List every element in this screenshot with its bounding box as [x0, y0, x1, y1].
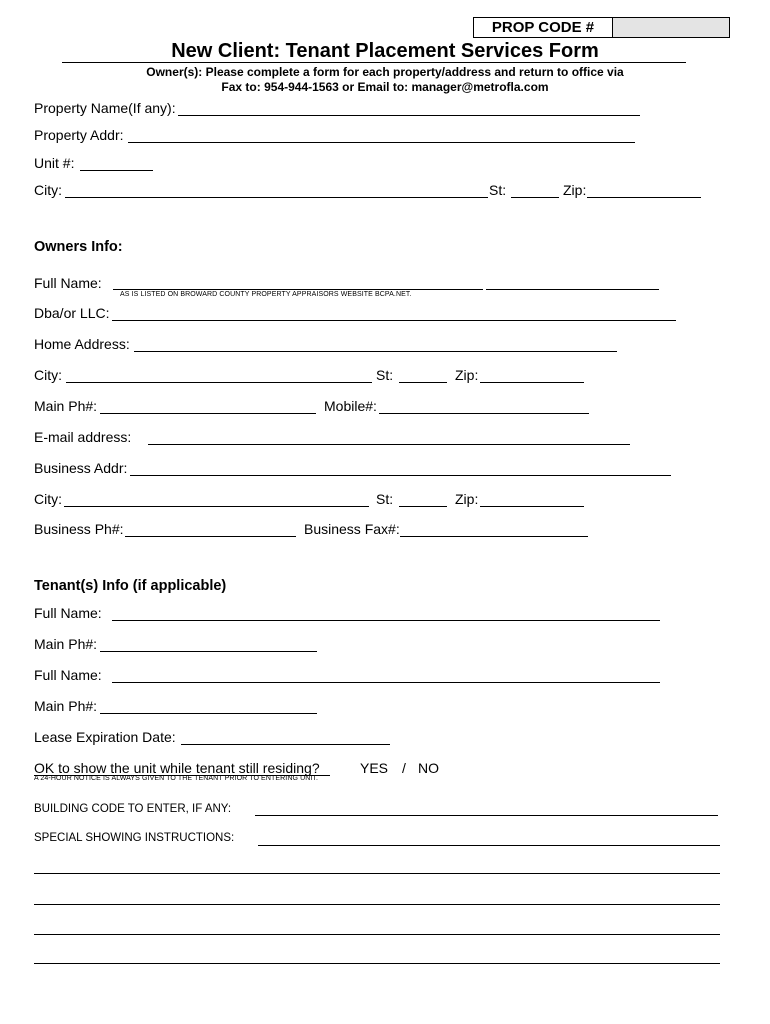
- business-st-field[interactable]: [399, 506, 447, 507]
- unit-field[interactable]: [80, 170, 153, 171]
- property-addr-field[interactable]: [128, 142, 635, 143]
- special-instructions-line-4[interactable]: [34, 934, 720, 935]
- special-instructions-label: SPECIAL SHOWING INSTRUCTIONS:: [34, 832, 235, 844]
- property-zip-label: Zip:: [563, 182, 587, 198]
- prop-code-field[interactable]: [613, 18, 729, 37]
- owner-main-ph-field[interactable]: [100, 413, 316, 414]
- tenant1-main-ph-field[interactable]: [100, 651, 317, 652]
- mobile-label: Mobile#:: [324, 398, 377, 414]
- email-field[interactable]: [148, 444, 630, 445]
- no-option[interactable]: NO: [418, 760, 439, 776]
- business-fax-field[interactable]: [400, 536, 588, 537]
- property-st-label: St:: [489, 182, 507, 198]
- mobile-field[interactable]: [379, 413, 589, 414]
- unit-label: Unit #:: [34, 155, 75, 171]
- title-rule: [62, 62, 686, 63]
- business-city-label: City:: [34, 491, 62, 507]
- business-addr-label: Business Addr:: [34, 460, 128, 476]
- home-address-field[interactable]: [134, 351, 617, 352]
- tenant2-main-ph-label: Main Ph#:: [34, 698, 98, 714]
- special-instructions-line-3[interactable]: [34, 904, 720, 905]
- owner-main-ph-label: Main Ph#:: [34, 398, 98, 414]
- business-ph-label: Business Ph#:: [34, 521, 124, 537]
- business-addr-field[interactable]: [130, 475, 671, 476]
- yes-option[interactable]: YES: [360, 760, 389, 776]
- owner-full-name-field-2[interactable]: [486, 289, 659, 290]
- tenant1-main-ph-label: Main Ph#:: [34, 636, 98, 652]
- special-instructions-line-5[interactable]: [34, 963, 720, 964]
- business-zip-label: Zip:: [455, 491, 479, 507]
- tenant2-full-name-label: Full Name:: [34, 667, 102, 683]
- business-st-label: St:: [376, 491, 394, 507]
- property-name-field[interactable]: [178, 115, 640, 116]
- property-st-field[interactable]: [511, 197, 559, 198]
- owner-st-field[interactable]: [399, 382, 447, 383]
- property-city-label: City:: [34, 182, 62, 198]
- prop-code-label: PROP CODE #: [474, 18, 613, 37]
- email-label: E-mail address:: [34, 429, 132, 445]
- owner-full-name-note: AS IS LISTED ON BROWARD COUNTY PROPERTY APPRAISORS WEBSITE BCPA.NET.: [120, 291, 412, 298]
- special-instructions-line-2[interactable]: [34, 873, 720, 874]
- home-address-label: Home Address:: [34, 336, 130, 352]
- lease-expiration-label: Lease Expiration Date:: [34, 729, 176, 745]
- owner-st-label: St:: [376, 367, 394, 383]
- business-fax-label: Business Fax#:: [304, 521, 400, 537]
- ok-show-label: OK to show the unit while tenant still residing?: [34, 760, 320, 776]
- building-code-label: BUILDING CODE TO ENTER, IF ANY:: [34, 803, 232, 815]
- special-instructions-field[interactable]: [258, 845, 720, 846]
- yes-no-separator: /: [402, 760, 406, 776]
- tenant1-full-name-field[interactable]: [112, 620, 660, 621]
- dba-field[interactable]: [112, 320, 676, 321]
- dba-label: Dba/or LLC:: [34, 305, 110, 321]
- tenants-heading: Tenant(s) Info (if applicable): [34, 578, 227, 594]
- business-ph-field[interactable]: [125, 536, 296, 537]
- owner-city-label: City:: [34, 367, 62, 383]
- business-zip-field[interactable]: [480, 506, 584, 507]
- instruction-line-1: Owner(s): Please complete a form for each property/address and return to office via: [146, 65, 624, 79]
- owners-heading: Owners Info:: [34, 239, 123, 255]
- property-zip-field[interactable]: [587, 197, 701, 198]
- owner-full-name-field[interactable]: [113, 289, 483, 290]
- notice-note: A 24-HOUR NOTICE IS ALWAYS GIVEN TO THE TENANT PRIOR TO ENTERING UNIT.: [34, 775, 319, 782]
- property-name-label: Property Name(If any):: [34, 100, 176, 116]
- tenant2-full-name-field[interactable]: [112, 682, 660, 683]
- prop-code-box: [473, 17, 730, 38]
- property-city-field[interactable]: [65, 197, 488, 198]
- building-code-field[interactable]: [255, 815, 718, 816]
- owner-full-name-label: Full Name:: [34, 275, 102, 291]
- instruction-line-2: Fax to: 954-944-1563 or Email to: manager@metrofla.com: [221, 80, 549, 94]
- owner-zip-label: Zip:: [455, 367, 479, 383]
- tenant2-main-ph-field[interactable]: [100, 713, 317, 714]
- owner-city-field[interactable]: [66, 382, 372, 383]
- form-title: New Client: Tenant Placement Services Form: [171, 40, 599, 62]
- lease-expiration-field[interactable]: [181, 744, 390, 745]
- tenant1-full-name-label: Full Name:: [34, 605, 102, 621]
- owner-zip-field[interactable]: [480, 382, 584, 383]
- business-city-field[interactable]: [64, 506, 369, 507]
- property-addr-label: Property Addr:: [34, 127, 124, 143]
